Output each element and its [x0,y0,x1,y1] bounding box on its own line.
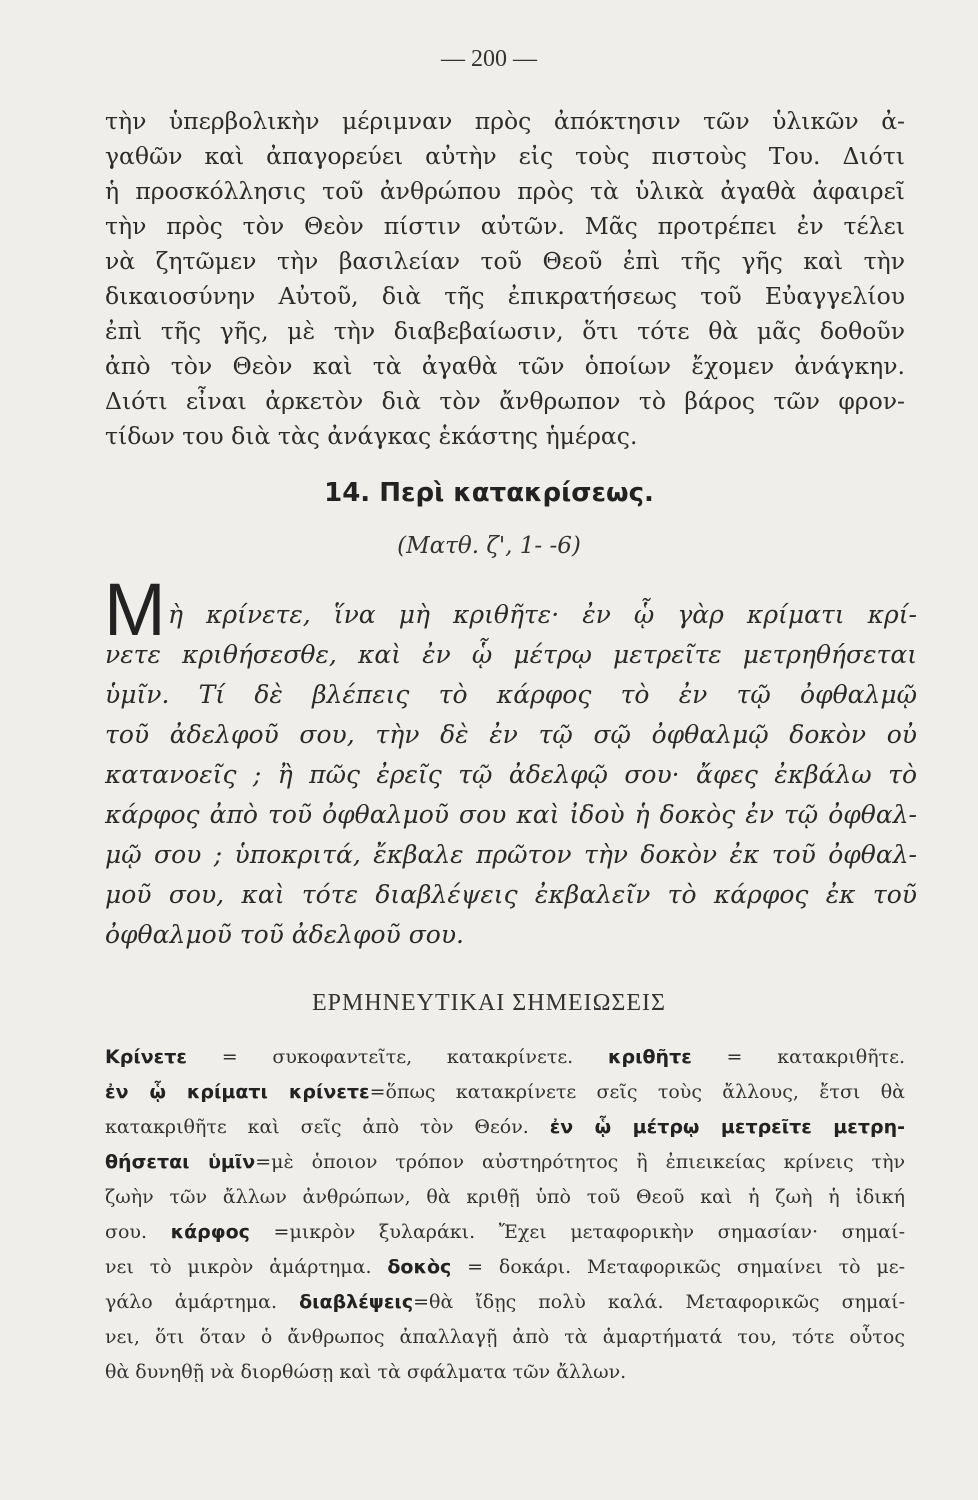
note-text: νει τὸ μικρὸν ἁμάρτημα. [105,1256,388,1278]
note-line [105,1112,905,1142]
note-term: διαβλέψεις [299,1291,414,1313]
note-line [105,1182,905,1212]
note-text: νει, ὅτι ὅταν ὁ ἄνθρωπος ἀπαλλαγῇ ἀπὸ τὰ ἁμαρτήματά του, τότε οὗτος [105,1326,905,1348]
note-text: γάλο ἁμάρτημα. [105,1291,300,1313]
note-line [105,1287,905,1317]
note-text: =μὲ ὁποιον τρόπον αὐστηρότητος ἢ ἐπιεικείας κρίνεις τὴν [255,1151,906,1173]
scripture-line: ὑμῖν. Τί δὲ βλέπεις τὸ κάρφος τὸ ἐν τῷ ὀφθαλμῷ [105,680,917,709]
scripture-line: μῷ σου ; ὑποκριτά, ἔκβαλε πρῶτον τὴν δοκὸν ἐκ τοῦ ὀφθαλ- [105,840,917,869]
note-text: σου. [105,1221,171,1243]
paragraph-line: νὰ ζητῶμεν τὴν βασιλείαν τοῦ Θεοῦ ἐπὶ τῆς γῆς καὶ τὴν [105,247,905,275]
scripture-line: κάρφος ἀπὸ τοῦ ὀφθαλμοῦ σου καὶ ἰδοὺ ἡ δοκὸς ἐν τῷ ὀφθαλ- [105,800,917,829]
scripture-line: νετε κριθήσεσθε, καὶ ἐν ᾧ μέτρῳ μετρεῖτε μετρηθήσεται [105,640,917,669]
paragraph-line: Διότι εἶναι ἀρκετὸν διὰ τὸν ἄνθρωπον τὸ βάρος τῶν φρον- [105,387,905,415]
note-text: θὰ δυνηθῇ νὰ διορθώσῃ καὶ τὰ σφάλματα τῶν ἄλλων. [105,1361,627,1383]
note-text: ζωὴν τῶν ἄλλων ἀνθρώπων, θὰ κριθῇ ὑπὸ τοῦ Θεοῦ καὶ ἡ ζωὴ ἡ ἰδική [105,1186,905,1208]
note-line [105,1357,905,1387]
note-term: δοκὸς [387,1256,452,1278]
paragraph-line: δικαιοσύνην Αὐτοῦ, διὰ τῆς ἐπικρατήσεως τοῦ Εὐαγγελίου [105,282,905,310]
scripture-line: κατανοεῖς ; ἢ πῶς ἐρεῖς τῷ ἀδελφῷ σου· ἄφες ἐκβάλω τὸ [105,760,917,789]
note-line [105,1322,905,1352]
paragraph-line: ἀπὸ τὸν Θεὸν καὶ τὰ ἀγαθὰ τῶν ὁποίων ἔχομεν ἀνάγκην. [105,352,905,380]
paragraph-line: ἐπὶ τῆς γῆς, μὲ τὴν διαβεβαίωσιν, ὅτι τότε θὰ μᾶς δοθοῦν [105,317,905,345]
scripture-line: ὴ κρίνετε, ἵνα μὴ κριθῆτε· ἐν ᾧ γὰρ κρίματι κρί- [168,600,917,629]
scripture-line: μοῦ σου, καὶ τότε διαβλέψεις ἐκβαλεῖν τὸ κάρφος ἐκ τοῦ [105,880,917,909]
note-line [105,1252,905,1282]
note-text: = κατακριθῆτε. [691,1046,905,1068]
paragraph-line: τίδων του διὰ τὰς ἀνάγκας ἑκάστης ἡμέρας. [105,422,638,450]
note-line [105,1042,905,1072]
note-term: κάρφος [170,1221,250,1243]
note-text: = συκοφαντεῖτε, κατακρίνετε. [186,1046,608,1068]
scripture-reference: (Ματθ. ζ', 1- -6) [397,533,581,559]
note-text: =θὰ ἴδῃς πολὺ καλά. Μεταφορικῶς σημαί- [413,1291,905,1313]
notes-title: ΕΡΜΗΝΕΥΤΙΚΑΙ ΣΗΜΕΙΩΣΕΙΣ [311,990,667,1016]
drop-cap: Μ [104,568,166,651]
note-line [105,1077,905,1107]
paragraph-line: τὴν ὑπερβολικὴν μέριμναν πρὸς ἀπόκτησιν τῶν ὑλικῶν ἀ- [105,107,905,135]
note-term: ἐν ᾧ κρίματι κρίνετε [105,1081,370,1103]
scripture-line: ὀφθαλμοῦ τοῦ ἀδελφοῦ σου. [105,920,464,949]
note-term: Κρίνετε [105,1046,187,1068]
note-line [105,1217,905,1247]
note-term: ἐν ᾧ μέτρῳ μετρεῖτε μετρη- [549,1116,905,1138]
paragraph-line: ἡ προσκόλλησις τοῦ ἀνθρώπου πρὸς τὰ ὑλικὰ ἀγαθὰ ἀφαιρεῖ [105,177,905,205]
paragraph-line: γαθῶν καὶ ἀπαγορεύει αὐτὴν εἰς τοὺς πιστοὺς Του. Διότι [105,142,905,170]
note-line [105,1147,905,1177]
scripture-line: τοῦ ἀδελφοῦ σου, τὴν δὲ ἐν τῷ σῷ ὀφθαλμῷ δοκὸν οὐ [105,720,917,749]
note-text: = δοκάρι. Μεταφορικῶς σημαίνει τὸ με- [451,1256,905,1278]
section-heading: 14. Περὶ κατακρίσεως. [324,478,654,508]
note-text: =μικρὸν ξυλαράκι. Ἔχει μεταφορικὴν σημασίαν· σημαί- [249,1221,905,1243]
paragraph-line: τὴν πρὸς τὸν Θεὸν πίστιν αὐτῶν. Μᾶς προτρέπει ἐν τέλει [105,212,905,240]
note-term: κριθῆτε [607,1046,692,1068]
note-text: κατακριθῆτε καὶ σεῖς ἀπὸ τὸν Θεόν. [105,1116,550,1138]
note-term: θήσεται ὑμῖν [105,1151,256,1173]
page-number: — 200 — [441,46,537,72]
note-text: =ὅπως κατακρίνετε σεῖς τοὺς ἄλλους, ἔτσι θὰ [369,1081,905,1103]
